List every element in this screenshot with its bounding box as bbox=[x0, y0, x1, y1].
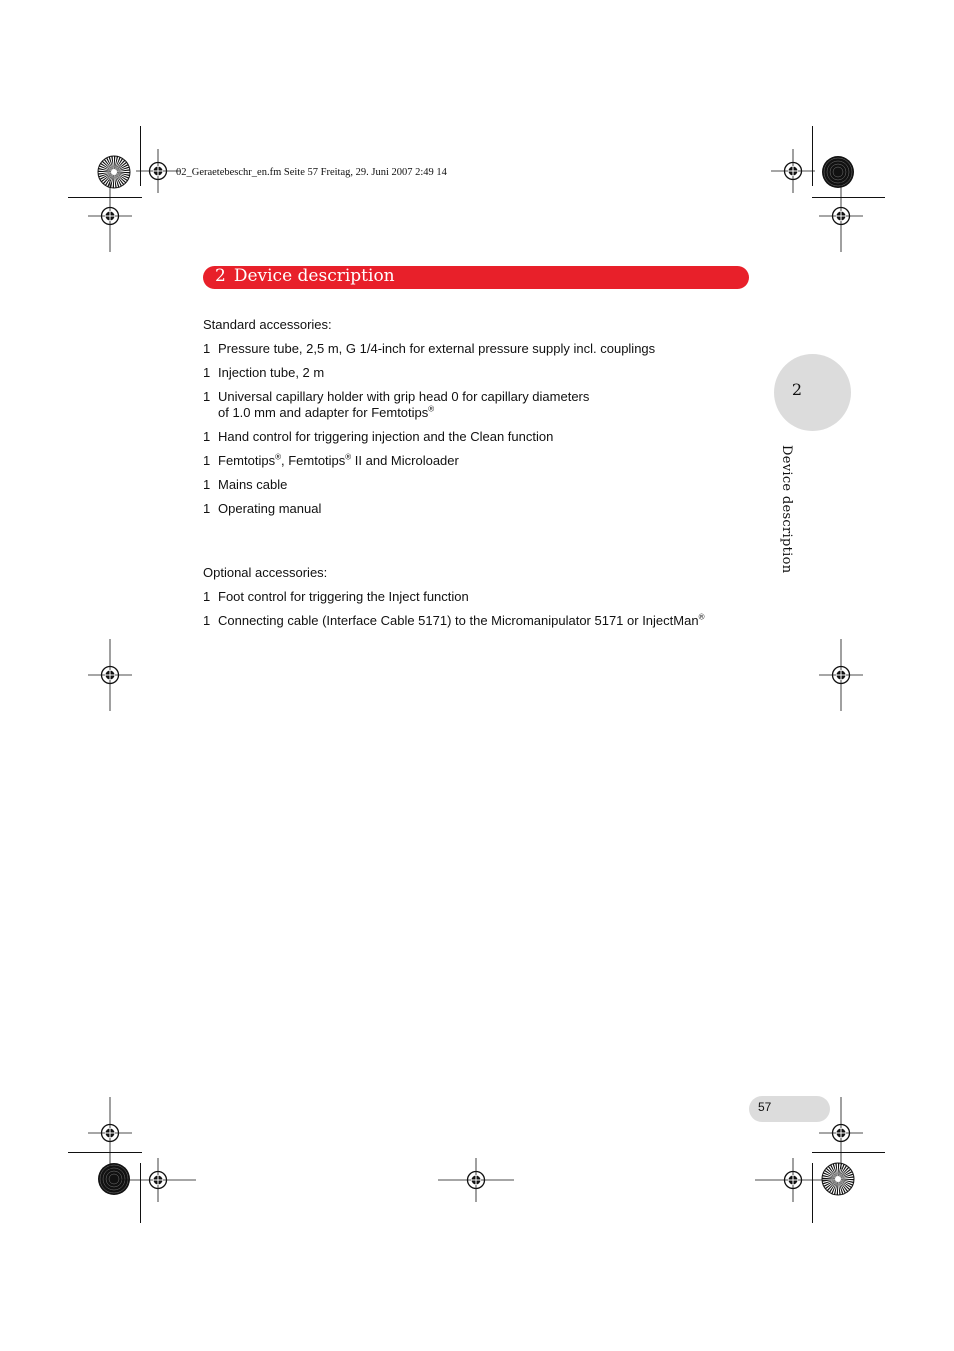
chapter-number: 2 bbox=[215, 266, 226, 286]
standard-heading: Standard accessories: bbox=[203, 317, 332, 332]
registered-mark: ® bbox=[275, 452, 281, 462]
item-text: Foot control for triggering the Inject function bbox=[218, 589, 469, 604]
star-target-icon bbox=[114, 1179, 115, 1180]
star-target-icon bbox=[838, 1179, 839, 1180]
crop-line bbox=[68, 1152, 142, 1153]
item-text-part: II and Microloader bbox=[351, 453, 459, 468]
item-text: Injection tube, 2 m bbox=[218, 365, 325, 380]
item-text: Mains cable bbox=[218, 477, 288, 492]
item-qty: 1 bbox=[203, 341, 211, 356]
item-text-continuation: of 1.0 mm and adapter for Femtotips bbox=[218, 405, 429, 420]
side-tab-label bbox=[774, 445, 794, 585]
item-text-part: Femtotips bbox=[218, 453, 276, 468]
list-item bbox=[203, 501, 321, 517]
page-number: 57 bbox=[758, 1100, 772, 1114]
list-item bbox=[203, 613, 704, 629]
item-text: Pressure tube, 2,5 m, G 1/4-inch for external pressure supply incl. couplings bbox=[218, 341, 656, 356]
item-qty: 1 bbox=[203, 589, 211, 604]
item-text: Hand control for triggering injection and the Clean function bbox=[218, 429, 554, 444]
registration-mark-icon bbox=[793, 1180, 794, 1181]
list-item bbox=[203, 589, 469, 605]
item-text: Operating manual bbox=[218, 501, 322, 516]
crop-line bbox=[68, 197, 142, 198]
registration-mark-icon bbox=[110, 1133, 111, 1134]
item-text: Connecting cable (Interface Cable 5171) to the Micromanipulator 5171 or InjectMan bbox=[218, 613, 699, 628]
registration-mark-icon bbox=[841, 216, 842, 217]
registration-mark-icon bbox=[841, 675, 842, 676]
item-qty: 1 bbox=[203, 501, 211, 516]
list-item bbox=[203, 453, 459, 469]
item-qty: 1 bbox=[203, 429, 211, 444]
registration-mark-icon bbox=[158, 1180, 159, 1181]
chapter-title bbox=[215, 265, 395, 288]
side-tab-number: 2 bbox=[791, 380, 803, 399]
side-tab-label-text: Device description bbox=[779, 445, 794, 574]
list-item bbox=[203, 389, 589, 421]
item-qty: 1 bbox=[203, 389, 211, 404]
crop-line bbox=[140, 126, 141, 186]
list-item bbox=[203, 365, 324, 381]
registration-mark-icon bbox=[476, 1180, 477, 1181]
crop-line bbox=[140, 1163, 141, 1223]
item-text: Universal capillary holder with grip head 0 for capillary diameters bbox=[218, 389, 590, 404]
crop-line bbox=[812, 197, 885, 198]
crop-line bbox=[812, 126, 813, 186]
chapter-title-text: Device description bbox=[233, 266, 395, 286]
crop-line bbox=[812, 1163, 813, 1223]
crop-line bbox=[812, 1152, 885, 1153]
item-qty: 1 bbox=[203, 477, 211, 492]
registration-mark-icon bbox=[110, 216, 111, 217]
registration-mark-icon bbox=[841, 1133, 842, 1134]
registration-mark-icon bbox=[793, 171, 794, 172]
registration-mark-icon bbox=[110, 675, 111, 676]
registered-mark: ® bbox=[698, 612, 705, 622]
item-qty: 1 bbox=[203, 613, 211, 628]
registered-mark: ® bbox=[345, 452, 352, 462]
star-target-icon bbox=[838, 172, 839, 173]
star-target-icon bbox=[114, 172, 115, 173]
item-qty: 1 bbox=[203, 365, 211, 380]
registered-mark: ® bbox=[428, 404, 435, 414]
item-text-part: , Femtotips bbox=[280, 453, 346, 468]
registration-mark-icon bbox=[158, 171, 159, 172]
list-item bbox=[203, 341, 655, 357]
item-qty: 1 bbox=[203, 453, 211, 468]
print-header: 02_Geraetebeschr_en.fm Seite 57 Freitag, 29. Juni 2007 2:49 14 bbox=[176, 167, 447, 178]
list-item bbox=[203, 477, 287, 493]
optional-heading: Optional accessories: bbox=[203, 565, 328, 580]
list-item bbox=[203, 429, 553, 445]
